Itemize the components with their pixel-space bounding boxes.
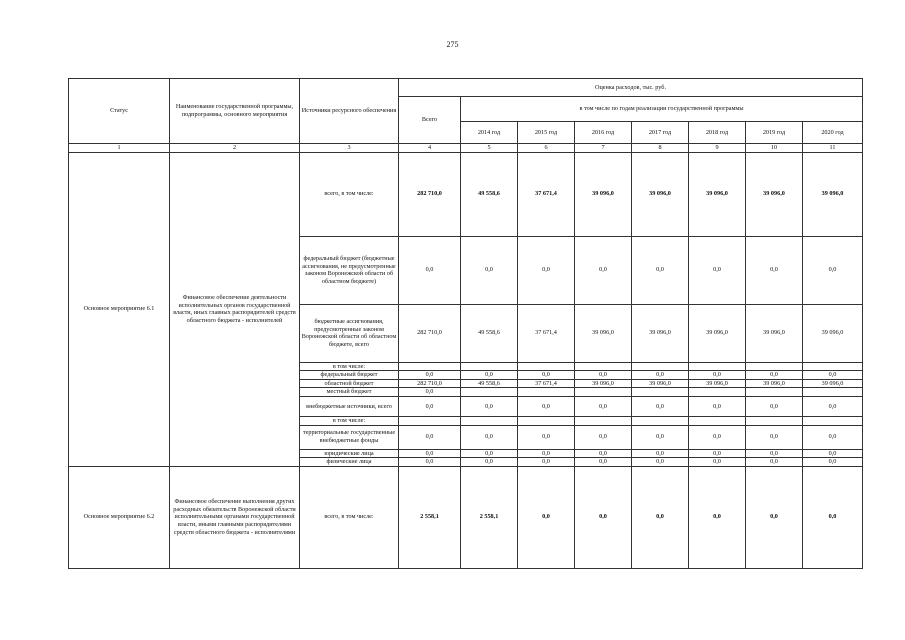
source-label: внебюджетные источники, всего <box>300 396 399 416</box>
source-label: всего, в том числе: <box>300 466 399 568</box>
value-cell: 0,0 <box>518 371 575 380</box>
source-label: физические лица <box>300 458 399 467</box>
value-cell: 39 096,0 <box>803 304 863 362</box>
value-cell: 39 096,0 <box>632 379 689 388</box>
value-cell: 0,0 <box>399 425 461 449</box>
value-cell: 39 096,0 <box>746 304 803 362</box>
value-cell: 39 096,0 <box>575 152 632 236</box>
measure-name: Финансовое обеспечение деятельности исполнительных органов государственной власти, иных главных распорядителей средств областного бюджета - исполнителей <box>170 152 300 466</box>
value-cell: 0,0 <box>632 458 689 467</box>
header-estimate: Оценка расходов, тыс. руб. <box>399 79 863 97</box>
value-cell: 0,0 <box>399 388 461 397</box>
header-status: Статус <box>69 79 170 144</box>
col-number: 4 <box>399 144 461 153</box>
value-cell: 39 096,0 <box>803 379 863 388</box>
value-cell: 0,0 <box>689 236 746 304</box>
value-cell: 0,0 <box>803 458 863 467</box>
value-cell: 37 671,4 <box>518 152 575 236</box>
value-cell: 39 096,0 <box>803 152 863 236</box>
header-sources: Источники ресурсного обеспечения <box>300 79 399 144</box>
value-cell: 0,0 <box>399 396 461 416</box>
value-cell: 0,0 <box>575 371 632 380</box>
header-by-years: в том числе по годам реализации государственной программы <box>461 97 863 122</box>
value-cell: 0,0 <box>803 236 863 304</box>
value-cell: 0,0 <box>518 466 575 568</box>
col-number: 1 <box>69 144 170 153</box>
value-cell: 39 096,0 <box>689 304 746 362</box>
source-label: областной бюджет <box>300 379 399 388</box>
value-cell: 282 710,0 <box>399 152 461 236</box>
source-label: юридические лица <box>300 449 399 458</box>
value-cell: 0,0 <box>461 236 518 304</box>
value-cell: 39 096,0 <box>689 152 746 236</box>
year-2018: 2018 год <box>689 122 746 144</box>
col-number: 11 <box>803 144 863 153</box>
value-cell: 0,0 <box>632 466 689 568</box>
value-cell: 0,0 <box>575 396 632 416</box>
value-cell: 0,0 <box>803 466 863 568</box>
value-cell: 0,0 <box>803 396 863 416</box>
value-cell: 0,0 <box>461 371 518 380</box>
value-cell: 39 096,0 <box>575 304 632 362</box>
value-cell: 39 096,0 <box>632 152 689 236</box>
value-cell: 39 096,0 <box>575 379 632 388</box>
value-cell: 0,0 <box>399 236 461 304</box>
col-number: 6 <box>518 144 575 153</box>
value-cell: 0,0 <box>575 449 632 458</box>
col-number: 5 <box>461 144 518 153</box>
source-label: федеральный бюджет (бюджетные ассигнования, не предусмотренные законом Воронежской области об областном бюджете) <box>300 236 399 304</box>
value-cell: 0,0 <box>689 396 746 416</box>
measure-status: Основное мероприятие 6.1 <box>69 152 170 466</box>
value-cell: 0,0 <box>746 466 803 568</box>
value-cell: 0,0 <box>518 236 575 304</box>
year-2019: 2019 год <box>746 122 803 144</box>
year-2014: 2014 год <box>461 122 518 144</box>
value-cell: 39 096,0 <box>746 379 803 388</box>
value-cell: 0,0 <box>746 458 803 467</box>
value-cell: 37 671,4 <box>518 304 575 362</box>
source-label: в том числе: <box>300 362 399 371</box>
col-number: 10 <box>746 144 803 153</box>
value-cell: 2 558,1 <box>461 466 518 568</box>
measure-status: Основное мероприятие 6.2 <box>69 466 170 568</box>
source-label: всего, в том числе: <box>300 152 399 236</box>
value-cell: 0,0 <box>575 236 632 304</box>
year-2017: 2017 год <box>632 122 689 144</box>
header-total: Всего <box>399 97 461 144</box>
value-cell: 0,0 <box>461 458 518 467</box>
value-cell: 0,0 <box>746 425 803 449</box>
value-cell: 0,0 <box>632 236 689 304</box>
source-label: местный бюджет <box>300 388 399 397</box>
value-cell: 0,0 <box>803 371 863 380</box>
expenses-table <box>68 78 863 569</box>
year-2016: 2016 год <box>575 122 632 144</box>
value-cell: 0,0 <box>689 458 746 467</box>
value-cell: 37 671,4 <box>518 379 575 388</box>
value-cell: 0,0 <box>632 425 689 449</box>
source-label: в том числе: <box>300 416 399 425</box>
value-cell: 0,0 <box>746 236 803 304</box>
col-number: 8 <box>632 144 689 153</box>
value-cell: 0,0 <box>803 425 863 449</box>
value-cell: 2 558,1 <box>399 466 461 568</box>
value-cell: 282 710,0 <box>399 304 461 362</box>
value-cell: 49 558,6 <box>461 304 518 362</box>
value-cell: 0,0 <box>689 466 746 568</box>
col-number: 3 <box>300 144 399 153</box>
col-number: 7 <box>575 144 632 153</box>
col-number: 2 <box>170 144 300 153</box>
source-label: федеральный бюджет <box>300 371 399 380</box>
table-row <box>69 466 863 568</box>
value-cell: 39 096,0 <box>746 152 803 236</box>
value-cell: 0,0 <box>575 425 632 449</box>
col-number: 9 <box>689 144 746 153</box>
value-cell: 39 096,0 <box>689 379 746 388</box>
year-2020: 2020 год <box>803 122 863 144</box>
value-cell: 0,0 <box>689 425 746 449</box>
value-cell: 49 558,6 <box>461 379 518 388</box>
value-cell: 0,0 <box>689 449 746 458</box>
value-cell: 0,0 <box>575 466 632 568</box>
value-cell: 0,0 <box>689 371 746 380</box>
value-cell: 0,0 <box>518 458 575 467</box>
value-cell: 0,0 <box>461 449 518 458</box>
value-cell: 39 096,0 <box>632 304 689 362</box>
value-cell: 0,0 <box>399 371 461 380</box>
value-cell: 0,0 <box>632 371 689 380</box>
measure-name: Финансовое обеспечение выполнения других расходных обязательств Воронежской области исполнительными органами государственной власти, иными главными распорядителями средств областного бюджета - исполнителями <box>170 466 300 568</box>
value-cell: 0,0 <box>746 371 803 380</box>
header-name: Наименование государственной программы, подпрограммы, основного мероприятия <box>170 79 300 144</box>
value-cell: 0,0 <box>632 449 689 458</box>
value-cell: 0,0 <box>575 458 632 467</box>
value-cell: 49 558,6 <box>461 152 518 236</box>
source-label: бюджетные ассигнования, предусмотренные законом Воронежской области об областном бюджете, всего <box>300 304 399 362</box>
source-label: территориальные государственные внебюджетные фонды <box>300 425 399 449</box>
column-numbers-row <box>69 144 863 153</box>
value-cell: 0,0 <box>399 458 461 467</box>
value-cell: 0,0 <box>746 449 803 458</box>
value-cell: 0,0 <box>632 396 689 416</box>
table-row <box>69 152 863 236</box>
value-cell: 0,0 <box>803 449 863 458</box>
value-cell: 282 710,0 <box>399 379 461 388</box>
value-cell: 0,0 <box>518 425 575 449</box>
value-cell: 0,0 <box>518 449 575 458</box>
value-cell: 0,0 <box>461 425 518 449</box>
value-cell: 0,0 <box>399 449 461 458</box>
value-cell: 0,0 <box>461 396 518 416</box>
value-cell: 0,0 <box>518 396 575 416</box>
page-number: 275 <box>446 40 459 49</box>
value-cell: 0,0 <box>746 396 803 416</box>
year-2015: 2015 год <box>518 122 575 144</box>
